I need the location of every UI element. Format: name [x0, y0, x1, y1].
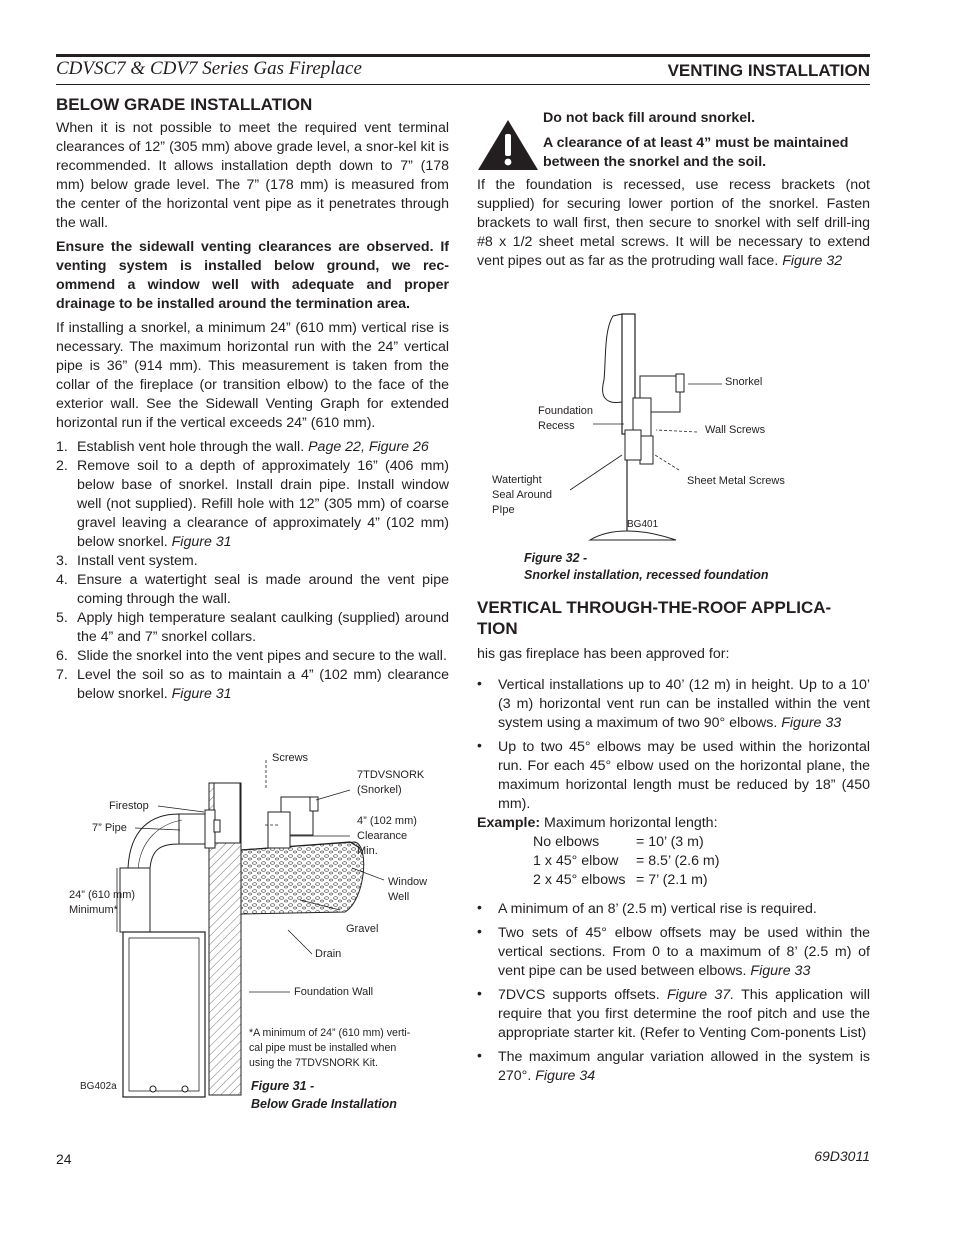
bullet-item: • Up to two 45° elbows may be used within the horizontal run. For each 45° elbow used on the horizontal plane, the maximum horizontal length must be reduced by 18” (450 mm). — [477, 737, 870, 812]
bullet-item: • Vertical installations up to 40’ (12 m) in height. Up to a 10’ (3 m) horizontal vent run can be installed within the vent system using a maximum of two 90° elbows. Figure 33 — [477, 675, 870, 731]
fig31-label-drain: Drain — [315, 948, 342, 960]
fig31-label-clearance-2: Clearance — [357, 830, 408, 842]
fig31-label-foundation-wall: Foundation Wall — [294, 986, 374, 998]
fig32-label-sheet-metal: Sheet Metal Screws — [687, 475, 785, 487]
ground-line — [590, 531, 676, 540]
fig32-label-watertight-3: PIpe — [492, 504, 515, 516]
fig31-code: BG402a — [80, 1081, 117, 1092]
fig31-label-well: Well — [388, 891, 410, 903]
bullet-item: • Two sets of 45° elbow offsets may be used within the vertical sections. From 0 to a maximum of 8’ (2.5 m) of vent pipe can be used between elbows. Figure 33 — [477, 923, 870, 979]
step-item: 3. Install vent system. — [56, 553, 198, 569]
fig32-label-watertight-2: Seal Around — [492, 489, 552, 501]
warning-line-2: A clearance of at least 4” must be maintained between the snorkel and the soil. — [543, 135, 849, 170]
fig31-label-gravel: Gravel — [346, 923, 379, 935]
fig31-label-firestop: Firestop — [109, 800, 149, 812]
step-item: 7. Level the soil so as to maintain a 4” (102 mm) clearance below snorkel. Figure 31 — [56, 667, 449, 702]
warning-line-1: Do not back fill around snorkel. — [543, 110, 756, 126]
fig31-caption-2: Below Grade Installation — [251, 1097, 397, 1111]
fig31-label-24-min-1: 24” (610 mm) — [69, 889, 136, 901]
step-item: 6. Slide the snorkel into the vent pipes and secure to the wall. — [56, 648, 447, 664]
example-row: No elbows = 10’ (3 m) — [533, 834, 704, 850]
fig32-caption-2: Snorkel installation, recessed foundation — [524, 568, 769, 582]
fig31-label-7-pipe: 7” Pipe — [92, 822, 127, 834]
step-item: 4. Ensure a watertight seal is made around the vent pipe coming through the wall. — [56, 572, 449, 607]
example-row: 2 x 45° elbows = 7’ (2.1 m) — [533, 872, 708, 888]
document-id: 69D3011 — [814, 1148, 870, 1164]
fig31-label-clearance-3: Min. — [357, 845, 378, 857]
fig32-label-wall-screws: Wall Screws — [705, 424, 766, 436]
example-block: Example: Maximum horizontal length: — [477, 815, 718, 831]
section-title: VENTING INSTALLATION — [667, 61, 870, 80]
below-grade-heading: BELOW GRADE INSTALLATION — [56, 95, 313, 114]
vertical-intro: his gas fireplace has been approved for: — [477, 646, 730, 662]
bullet-item: • A minimum of an 8’ (2.5 m) vertical rise is required. — [477, 899, 817, 917]
soil-above — [603, 314, 622, 403]
fig31-label-24-min-2: Minimum* — [69, 904, 118, 916]
document-title: CDVSC7 & CDV7 Series Gas Fireplace — [56, 58, 362, 79]
fig32-caption-1: Figure 32 - — [524, 551, 588, 565]
fig32-label-foundation-2: Recess — [538, 420, 575, 432]
fig32-label-snorkel: Snorkel — [725, 376, 763, 388]
fig32-label-watertight-1: Watertight — [492, 474, 542, 486]
fig31-label-snorkel: (Snorkel) — [357, 784, 402, 796]
vertical-bullets — [477, 676, 870, 814]
fig31-note-3: using the 7TDVSNORK Kit. — [249, 1057, 378, 1069]
fig31-caption-1: Figure 31 - — [251, 1079, 315, 1093]
vertical-heading-2: TION — [477, 619, 518, 638]
paragraph-snorkel-rise: If installing a snorkel, a minimum 24” (610 mm) vertical rise is necessary. The maximum horizontal run with the 24” vertical pipe is 36” (914 mm). This measurement is taken from the collar of the fireplace (or transition elbow) to the face of the exterior wall. See the Sidewall Venting Graph for extended horizontal run if the vertical exceeds 24” (610 mm). — [56, 320, 449, 431]
recess-paragraph: If the foundation is recessed, use recess brackets (not supplied) for securing lower portion of the snorkel. Fasten brackets to wall first, then secure to snorkel with self drill-ing #8 x 1/2 sheet metal screws. It will be necessary to extend vent pipes out as far as the protruding wall face. Figure 32 — [477, 177, 870, 269]
step-item: 1. Establish vent hole through the wall. Page 22, Figure 26 — [56, 439, 429, 455]
step-item: 5. Apply high temperature sealant caulking (supplied) around the 4” and 7” snorkel collars. — [56, 610, 449, 645]
paragraph-intro: When it is not possible to meet the required vent terminal clearances of 12” (305 mm) above grade level, a snor-kel kit is recommended. It allows installation depth down to 7” (178 mm) below grade level. The 7” (178 mm) is measured from the center of the horizontal vent pipe as it penetrates through the wall. — [56, 120, 449, 231]
page-number: 24 — [56, 1151, 72, 1167]
fig31-label-window: Window — [388, 876, 428, 888]
vertical-heading-1: VERTICAL THROUGH-THE-ROOF APPLICA- — [477, 598, 832, 617]
fig31-note-1: *A minimum of 24” (610 mm) verti- — [249, 1027, 411, 1039]
bullet-item: • The maximum angular variation allowed in the system is 270°. Figure 34 — [477, 1047, 870, 1084]
fig32-code: BG401 — [627, 519, 659, 530]
vertical-body — [477, 645, 870, 1091]
fig31-label-screws: Screws — [272, 752, 309, 764]
fig31-label-snorkel-model: 7TDVSNORK — [357, 769, 425, 781]
vertical-bullets-2 — [477, 900, 870, 1086]
bullet-item: • 7DVCS supports offsets. Figure 37. This application will require that you first determine the roof pitch and use the appropriate starter kit. (Refer to Venting Com-ponents List) — [477, 985, 870, 1041]
example-row: 1 x 45° elbow = 8.5’ (2.6 m) — [533, 853, 720, 869]
paragraph-clearances-warning: Ensure the sidewall venting clearances are observed. If venting system is installed below ground, we rec-ommend a window well with adequate and proper drainage to be installed around the termination area. — [56, 239, 449, 312]
step-item: 2. Remove soil to a depth of approximately 16” (406 mm) below base of snorkel. Install drain pipe. Install window well (not supplied). Refill hole with 12” (305 mm) of coarse gravel leaving a clearance of approximately 4” (102 mm) below snorkel. Figure 31 — [56, 458, 449, 550]
fig31-note-2: cal pipe must be installed when — [249, 1042, 397, 1054]
fig32-label-foundation-1: Foundation — [538, 405, 594, 417]
fig31-label-clearance-1: 4” (102 mm) — [357, 815, 417, 827]
